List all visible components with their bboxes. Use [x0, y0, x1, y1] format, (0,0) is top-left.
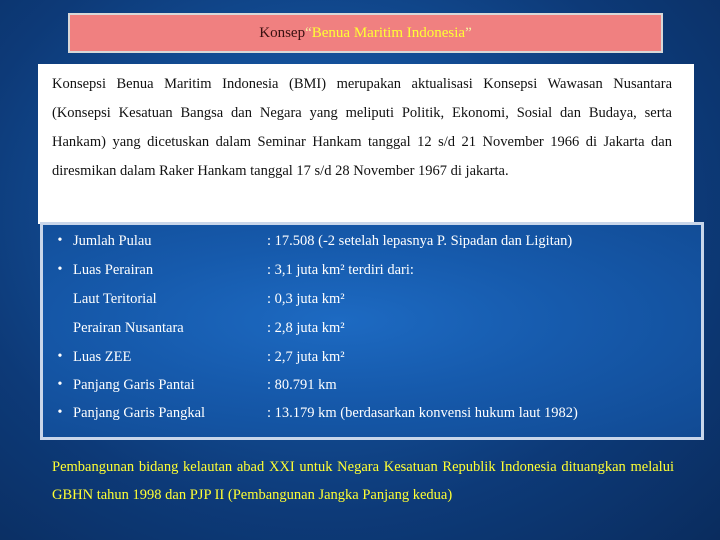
bullet: • — [57, 262, 63, 277]
fact-row — [43, 233, 703, 262]
fact-label: Panjang Garis Pantai — [73, 377, 195, 393]
fact-value: : 2,8 juta km² — [267, 320, 345, 336]
fact-label: Jumlah Pulau — [73, 233, 152, 249]
title-accent: Benua Maritim Indonesia — [311, 24, 466, 41]
title-prefix: Konsep — [259, 24, 306, 41]
fact-value: : 13.179 km (berdasarkan konvensi hukum laut 1982) — [267, 405, 578, 421]
fact-row — [43, 405, 703, 434]
footer-paragraph: Pembangunan bidang kelautan abad XXI untuk Negara Kesatuan Republik Indonesia dituangkan melalui GBHN tahun 1998 dan PJP II (Pembangunan Jangka Panjang kedua) — [52, 459, 674, 503]
bullet: • — [57, 349, 63, 364]
fact-label: Luas ZEE — [73, 349, 132, 365]
fact-row — [43, 291, 703, 320]
fact-row — [43, 349, 703, 378]
slide-title — [68, 13, 663, 53]
title-close-quote: ” — [465, 24, 472, 41]
fact-value: : 17.508 (-2 setelah lepasnya P. Sipadan dan Ligitan) — [267, 233, 573, 249]
fact-row — [43, 320, 703, 349]
fact-row — [43, 377, 703, 406]
fact-value: : 2,7 juta km² — [267, 349, 345, 365]
intro-paragraph: Konsepsi Benua Maritim Indonesia (BMI) merupakan aktualisasi Konsepsi Wawasan Nusantara (Konsepsi Kesatuan Bangsa dan Negara yang meliputi Politik, Ekonomi, Sosial dan Budaya, serta Hankam) yang dicetuskan dalam Seminar Hankam tanggal 12 s/d 21 November 1966 di Jakarta dan diresmikan dalam Raker Hankam tanggal 17 s/d 28 November 1967 di jakarta. — [52, 76, 672, 179]
bullet: • — [57, 377, 63, 392]
fact-label: Laut Teritorial — [73, 291, 157, 307]
bullet: • — [57, 405, 63, 420]
fact-value: : 80.791 km — [267, 377, 337, 393]
title-open-quote: “ — [305, 24, 312, 41]
fact-label: Perairan Nusantara — [73, 320, 184, 336]
fact-label: Luas Perairan — [73, 262, 154, 278]
bullet: • — [57, 233, 63, 248]
fact-label: Panjang Garis Pangkal — [73, 405, 206, 421]
fact-value: : 3,1 juta km² terdiri dari: — [267, 262, 414, 278]
fact-value: : 0,3 juta km² — [267, 291, 345, 307]
fact-row — [43, 262, 703, 291]
facts-panel — [40, 222, 704, 440]
